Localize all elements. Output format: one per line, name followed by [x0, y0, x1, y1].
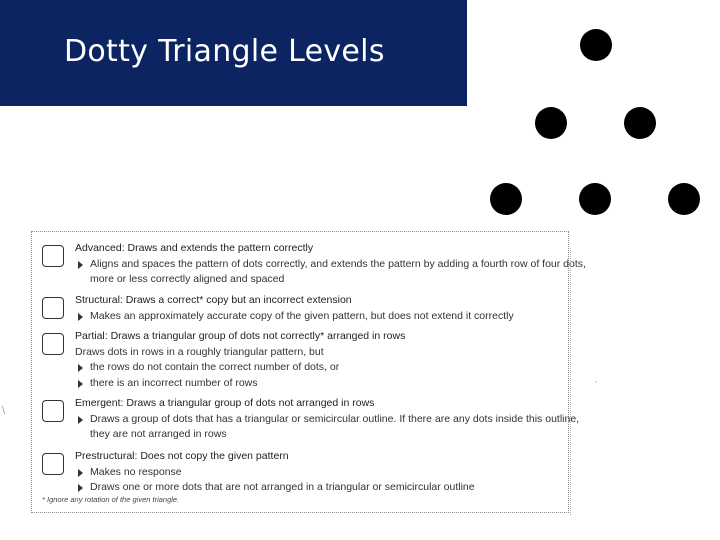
level-bullet	[75, 376, 558, 392]
pattern-dot	[580, 29, 612, 61]
bullet-text-line: the rows do not contain the correct number of dots, or	[90, 361, 340, 373]
triangle-bullet-icon	[78, 416, 83, 424]
level-checkbox[interactable]	[42, 400, 64, 422]
level-heading: Emergent: Draws a triangular group of dots not arranged in rows	[75, 397, 375, 409]
level-bullet	[75, 412, 580, 443]
triangle-bullet-icon	[78, 469, 83, 477]
bullet-text-line: Draws a group of dots that has a triangular or semicircular outline. If there are any dots inside this outline,	[90, 412, 580, 425]
triangle-bullet-icon	[78, 380, 83, 388]
level-checkbox[interactable]	[42, 245, 64, 267]
level-description	[75, 293, 558, 324]
level-description	[75, 329, 558, 391]
level-checkbox[interactable]	[42, 333, 64, 355]
level-heading: Prestructural: Does not copy the given pattern	[75, 450, 289, 462]
bullet-text-line: Draws one or more dots that are not arranged in a triangular or semicircular outline	[90, 481, 475, 493]
level-bullet	[75, 480, 558, 496]
bullet-text-line: more or less correctly aligned and spaced	[90, 273, 285, 285]
level-checkbox[interactable]	[42, 453, 64, 475]
pattern-dot	[579, 183, 611, 215]
level-bullet	[75, 309, 558, 325]
bullet-text-line: Aligns and spaces the pattern of dots correctly, and extends the pattern by adding a fourth row of four dots,	[90, 257, 586, 270]
level-description	[75, 396, 580, 443]
scan-artifact: \	[2, 405, 6, 417]
pattern-dot	[668, 183, 700, 215]
triangle-bullet-icon	[78, 261, 83, 269]
level-heading: Partial: Draws a triangular group of dots not correctly* arranged in rows	[75, 330, 406, 342]
bullet-text-line: they are not arranged in rows	[90, 428, 227, 440]
scan-artifact: ·	[594, 376, 598, 388]
levels-rubric-card	[31, 231, 586, 513]
bullet-text-line: Makes no response	[90, 465, 182, 478]
level-heading: Structural: Draws a correct* copy but an incorrect extension	[75, 294, 352, 306]
rubric-footnote: * Ignore any rotation of the given triangle.	[42, 495, 180, 504]
level-description	[75, 449, 558, 496]
title-banner	[0, 0, 467, 106]
level-bullet	[75, 465, 558, 481]
bullet-text-line: there is an incorrect number of rows	[90, 376, 258, 389]
level-heading: Advanced: Draws and extends the pattern correctly	[75, 242, 314, 254]
level-checkbox[interactable]	[42, 297, 64, 319]
level-description	[75, 241, 586, 288]
level-note: Draws dots in rows in a roughly triangular pattern, but	[75, 345, 324, 358]
level-bullet	[75, 257, 586, 288]
triangle-bullet-icon	[78, 313, 83, 321]
slide-title: Dotty Triangle Levels	[64, 34, 385, 69]
bullet-text-line: Makes an approximately accurate copy of the given pattern, but does not extend it correctly	[90, 309, 514, 322]
level-bullet	[75, 360, 558, 376]
pattern-dot	[490, 183, 522, 215]
triangle-bullet-icon	[78, 484, 83, 492]
pattern-dot	[624, 107, 656, 139]
triangle-bullet-icon	[78, 364, 83, 372]
pattern-dot	[535, 107, 567, 139]
